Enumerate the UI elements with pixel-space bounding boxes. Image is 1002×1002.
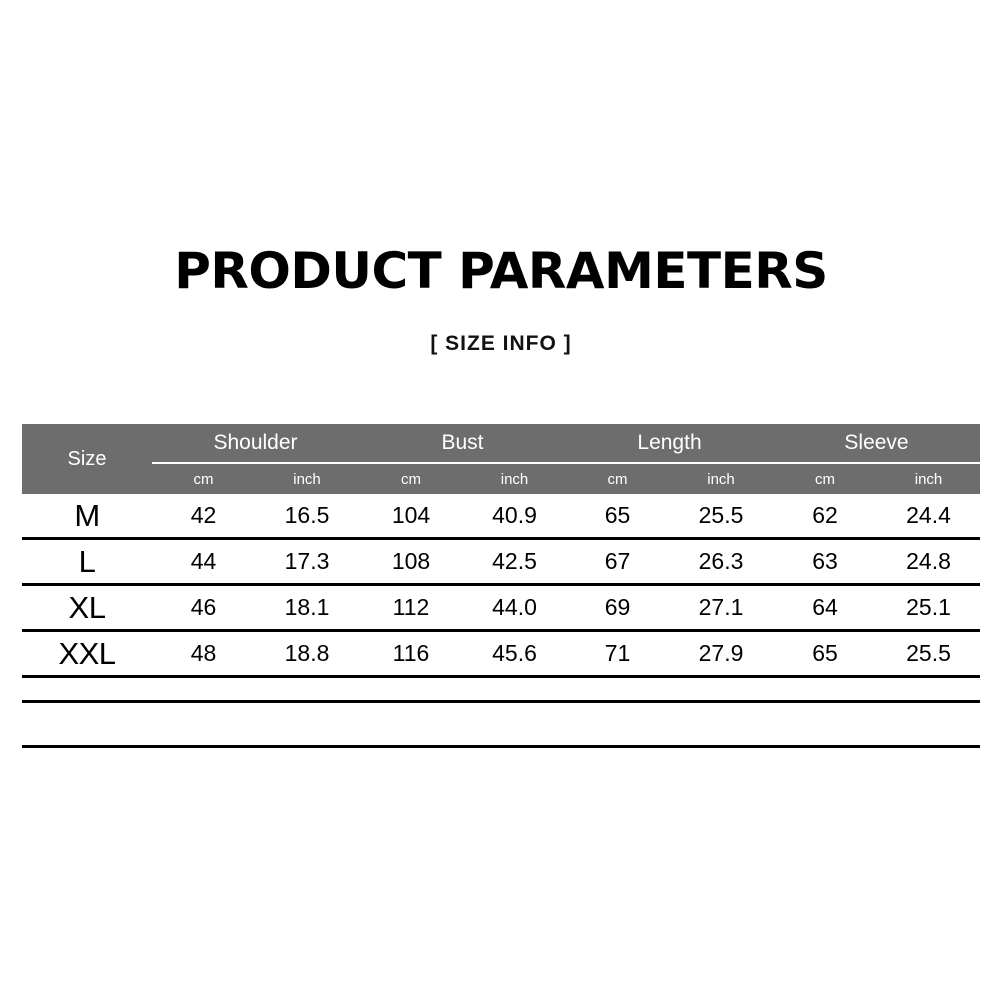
header-unit-bust-cm: cm — [359, 463, 463, 494]
size-table-container — [22, 424, 980, 678]
cell-shoulder-inch: 16.5 — [255, 494, 359, 539]
row-size-label: M — [22, 494, 152, 539]
cell-bust-inch: 42.5 — [463, 539, 566, 585]
cell-shoulder-inch: 18.8 — [255, 631, 359, 677]
header-unit-shoulder-cm: cm — [152, 463, 255, 494]
cell-sleeve-cm: 64 — [773, 585, 877, 631]
cell-sleeve-inch: 25.1 — [877, 585, 980, 631]
cell-sleeve-cm: 62 — [773, 494, 877, 539]
header-size: Size — [22, 424, 152, 494]
cell-sleeve-inch: 24.4 — [877, 494, 980, 539]
table-header-group-row — [22, 424, 980, 463]
cell-shoulder-inch: 18.1 — [255, 585, 359, 631]
header-group-length: Length — [566, 424, 773, 463]
cell-length-cm: 71 — [566, 631, 669, 677]
cell-length-inch: 26.3 — [669, 539, 773, 585]
cell-shoulder-cm: 42 — [152, 494, 255, 539]
cell-bust-cm: 108 — [359, 539, 463, 585]
page-title: PRODUCT PARAMETERS — [174, 242, 828, 300]
cell-length-cm: 69 — [566, 585, 669, 631]
cell-length-inch: 25.5 — [669, 494, 773, 539]
divider-line-2 — [22, 745, 980, 748]
cell-length-cm: 65 — [566, 494, 669, 539]
cell-length-inch: 27.1 — [669, 585, 773, 631]
cell-shoulder-cm: 48 — [152, 631, 255, 677]
table-row — [22, 585, 980, 631]
divider-line-1 — [22, 700, 980, 703]
cell-sleeve-inch: 25.5 — [877, 631, 980, 677]
header-unit-length-cm: cm — [566, 463, 669, 494]
cell-bust-cm: 112 — [359, 585, 463, 631]
table-row — [22, 539, 980, 585]
cell-bust-inch: 40.9 — [463, 494, 566, 539]
cell-bust-cm: 116 — [359, 631, 463, 677]
cell-length-cm: 67 — [566, 539, 669, 585]
cell-sleeve-inch: 24.8 — [877, 539, 980, 585]
cell-bust-cm: 104 — [359, 494, 463, 539]
table-row — [22, 494, 980, 539]
header-unit-bust-inch: inch — [463, 463, 566, 494]
page-subtitle: [ SIZE INFO ] — [430, 332, 572, 355]
header-group-bust: Bust — [359, 424, 566, 463]
cell-shoulder-inch: 17.3 — [255, 539, 359, 585]
cell-bust-inch: 45.6 — [463, 631, 566, 677]
cell-length-inch: 27.9 — [669, 631, 773, 677]
header-unit-sleeve-cm: cm — [773, 463, 877, 494]
cell-sleeve-cm: 63 — [773, 539, 877, 585]
header-group-shoulder: Shoulder — [152, 424, 359, 463]
cell-sleeve-cm: 65 — [773, 631, 877, 677]
size-table — [22, 424, 980, 678]
table-header-unit-row — [22, 463, 980, 494]
cell-shoulder-cm: 46 — [152, 585, 255, 631]
cell-bust-inch: 44.0 — [463, 585, 566, 631]
header-group-sleeve: Sleeve — [773, 424, 980, 463]
row-size-label: L — [22, 539, 152, 585]
row-size-label: XL — [22, 585, 152, 631]
row-size-label: XXL — [22, 631, 152, 677]
header-unit-length-inch: inch — [669, 463, 773, 494]
table-row — [22, 631, 980, 677]
cell-shoulder-cm: 44 — [152, 539, 255, 585]
header-unit-sleeve-inch: inch — [877, 463, 980, 494]
header-unit-shoulder-inch: inch — [255, 463, 359, 494]
